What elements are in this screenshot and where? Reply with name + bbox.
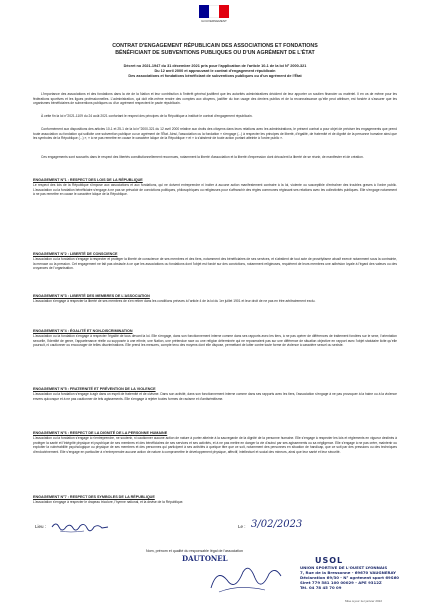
footer-update-note: Mise à jour 1er janvier 2022: [345, 599, 383, 603]
association-stamp: [300, 556, 420, 590]
engagement-5: [33, 387, 397, 401]
date-label: Le :: [238, 524, 246, 529]
engagement-2: [33, 252, 397, 271]
intro-paragraph-3: Conformément aux dispositions des articles 10-1 et 25-1 de la loi n°2000-321 du 12 avril 2000 relative aux droits des citoyens dans leurs relations avec les administrations, le présent contrat a pour objet de préciser les engagements que prend toute association ou fondation qui sollicite une subvention publique ou un agrément de l'État. Ainsi, l'association ou la fondation « s'engage (...) à respecter les principes de liberté, d'égalité, de fraternité et de dignité de la personne humaine ainsi que les symboles de la République (...) », « à ne pas remettre en cause le caractère laïque de la République » et « à s'abstenir de toute action portant atteinte à l'ordre public ».: [33, 127, 397, 141]
engagement-title: ENGAGEMENT N°3 : LIBERTÉ DES MEMBRES DE L'ASSOCIATION: [33, 294, 150, 298]
signature-scribble: [205, 558, 285, 598]
intro-paragraph-1: L'importance des associations et des fondations dans la vie de la Nation et leur contribution à l'intérêt général justifient que les autorités administratives décident de leur apporter un soutien financier ou matériel. Il en va de même pour les fédérations sportives et les ligues professionnelles. L'administration, qui doit elle-même rendre des comptes aux citoyens, justifier du bon usage des deniers publics et de la reconnaissance qu'elle peut attribuer, est fondée à s'assurer que les organismes bénéficiaires de subventions publiques ou d'un agrément respectent le pacte républicain.: [33, 92, 397, 106]
place-handwriting: [50, 518, 110, 534]
intro-paragraph-2: À cette fin la loi n°2021-1109 du 24 août 2021 confortant le respect des principes de la République a institué le contrat d'engagement républicain.: [41, 114, 253, 118]
engagement-3: [33, 294, 397, 304]
decree-line-2: Du 12 avril 2000 et approuvant le contrat d'engagement républicain: [154, 69, 276, 73]
engagement-title: ENGAGEMENT N°1 : RESPECT DES LOIS DE LA RÉPUBLIQUE: [33, 178, 143, 182]
engagement-4: [33, 329, 397, 348]
logo-caption: GOUVERNEMENT: [201, 19, 227, 23]
engagement-title: ENGAGEMENT N°6 : RESPECT DE LA DIGNITÉ DE LA PERSONNE HUMAINE: [33, 431, 168, 435]
engagement-title: ENGAGEMENT N°4 : ÉGALITÉ ET NON-DISCRIMINATION: [33, 329, 133, 333]
decree-line-3: Des associations et fondations bénéficiant de subventions publiques ou d'un agrément de l'État: [128, 74, 302, 78]
engagement-7: [33, 495, 397, 505]
engagement-text: L'association s'engage à respecter le drapeau tricolore, l'hymne national, et la devise de la République.: [33, 500, 184, 504]
intro-paragraph-4: Ces engagements sont souscrits dans le respect des libertés constitutionnellement reconnues, notamment la liberté d'association et la liberté d'expression dont découlent la liberté de se réunir, de manifester et de création.: [41, 155, 364, 159]
engagement-title: ENGAGEMENT N°5 : FRATERNITÉ ET PRÉVENTION DE LA VIOLENCE: [33, 387, 156, 391]
engagement-text: L'association ou la fondation s'engage à respecter l'égalité de tous devant la loi. Elle s'engage, dans son fonctionnement interne comme dans ses rapports avec les tiers, à ne pas opérer de différences de traitement fondées sur le sexe, l'orientation sexuelle, l'identité de genre, l'appartenance réelle ou supposée à une ethnie, une Nation, une prétendue race ou une religion déterminée qui ne reposeraient pas sur une différence de situation objective en rapport avec l'objet statutaire licite qu'elle poursuit, ni cautionner ou encourager de telles discriminations. Elle prend les mesures, compte tenu des moyens dont elle dispose, permettant de lutter contre toute forme de violence à caractère sexuel ou sexiste.: [33, 334, 397, 348]
decree-line-1: Décret no 2021-1947 du 31 décembre 2021 pris pour l'application de l'article 10-1 de la loi N° 2000-321: [123, 64, 307, 68]
document-title-line-2: BÉNÉFICIANT DE SUBVENTIONS PUBLIQUES OU D'UN AGRÉMENT DE L'ÉTAT: [115, 50, 315, 56]
document-title-line-1: CONTRAT D'ENGAGEMENT RÉPUBLICAIN DES ASSOCIATIONS ET FONDATIONS: [112, 43, 318, 49]
government-logo: [199, 5, 229, 25]
stamp-line-3: Déclaration 69/30 - N° agrément sport 69S60: [300, 575, 399, 580]
engagement-6: [33, 431, 397, 454]
stamp-line-2: 7, Rue de la Bressonne - 69670 VAUGNERAY: [300, 570, 396, 575]
date-handwritten: 3/02/2023: [251, 519, 303, 530]
engagement-title: ENGAGEMENT N°2 : LIBERTÉ DE CONSCIENCE: [33, 252, 118, 256]
stamp-line-5: Tél. 04 78 45 70 09: [300, 585, 342, 590]
engagement-1: [33, 178, 397, 197]
engagement-text: L'association ou la fondation s'engage à n'entreprendre, ne soutenir, ni cautionner aucune action de nature à porter atteinte à la sauvegarde de la dignité de la personne humaine. Elle s'engage à respecter les lois et règlements en vigueur destinés à protéger la santé et l'intégrité physique et psychique de ses membres et des bénéficiaires de ses services et ses activités, et à ne pas mettre en danger la vie d'autrui par ses agissements ou sa négligence. Elle s'engage à ne pas créer, maintenir ou exploiter la vulnérabilité psychologique ou physique de ses membres et des personnes qui participent à ses activités à quelque titre que ce soit, notamment des personnes en situation de handicap, que ce soit par des pressions ou des techniques d'endoctrinement. Elle s'engage en particulier à n'entreprendre aucune action de nature à compromettre le développement physique, affectif, intellectuel et social des mineurs, ainsi que leur santé et leur sécurité.: [33, 436, 397, 454]
stamp-line-1: UNION SPORTIVE DE L'OUEST LYONNAIS: [300, 565, 388, 570]
engagement-text: L'association ou la fondation s'engage à respecter et protéger la liberté de conscience de ses membres et des tiers, notamment des bénéficiaires de ses services, et s'abstient de tout acte de prosélytisme abusif exercé notamment sous la contrainte, la menace ou la pression. Cet engagement ne fait pas obstacle à ce que les associations ou fondations dont l'objet est fondé sur des convictions, notamment religieuses, requièrent de leurs membres une adhésion loyale à l'égard des valeurs ou des croyances de l'organisation.: [33, 257, 397, 271]
place-label: Lieu :: [35, 524, 47, 529]
stamp-line-4: Siret 779 581 100 00029 - APE 9312Z: [300, 580, 382, 585]
engagement-title: ENGAGEMENT N°7 : RESPECT DES SYMBOLES DE LA RÉPUBLIQUE: [33, 495, 155, 499]
signer-role-caption: Nom, prénom et qualité du responsable légal de l'association: [146, 549, 243, 553]
signer-name: DAUTONEL: [182, 554, 228, 563]
engagement-text: L'association s'engage à respecter la liberté de ses membres de s'en retirer dans les conditions prévues à l'article 4 de la loi du 1er juillet 1901 et leur droit de ne pas en être arbitrairement exclu.: [33, 299, 316, 303]
french-flag-icon: [199, 5, 229, 18]
stamp-org-short: USOL: [315, 556, 344, 565]
engagement-text: L'association ou la fondation s'engage à agir dans un esprit de fraternité et de civisme. Dans son activité, dans son fonctionnement interne comme dans ses rapports avec les tiers, l'association s'engage à ne pas provoquer à la haine ou à la violence envers quiconque et à ne pas cautionner de tels agissements. Elle s'engage à rejeter toutes formes de racisme et d'antisémitisme.: [33, 392, 397, 401]
engagement-text: Le respect des lois de la République s'impose aux associations et aux fondations, qui ne doivent entreprendre ni inciter à aucune action manifestement contraire à la loi, violente ou susceptible d'entraîner des troubles graves à l'ordre public. L'association ou la fondation bénéficiaire s'engage à ne pas se prévaloir de convictions politiques, philosophiques ou religieuses pour s'affranchir des règles communes régissant ses relations avec les collectivités publiques. Elle s'engage notamment à ne pas remettre en cause le caractère laïque de la République.: [33, 183, 397, 197]
